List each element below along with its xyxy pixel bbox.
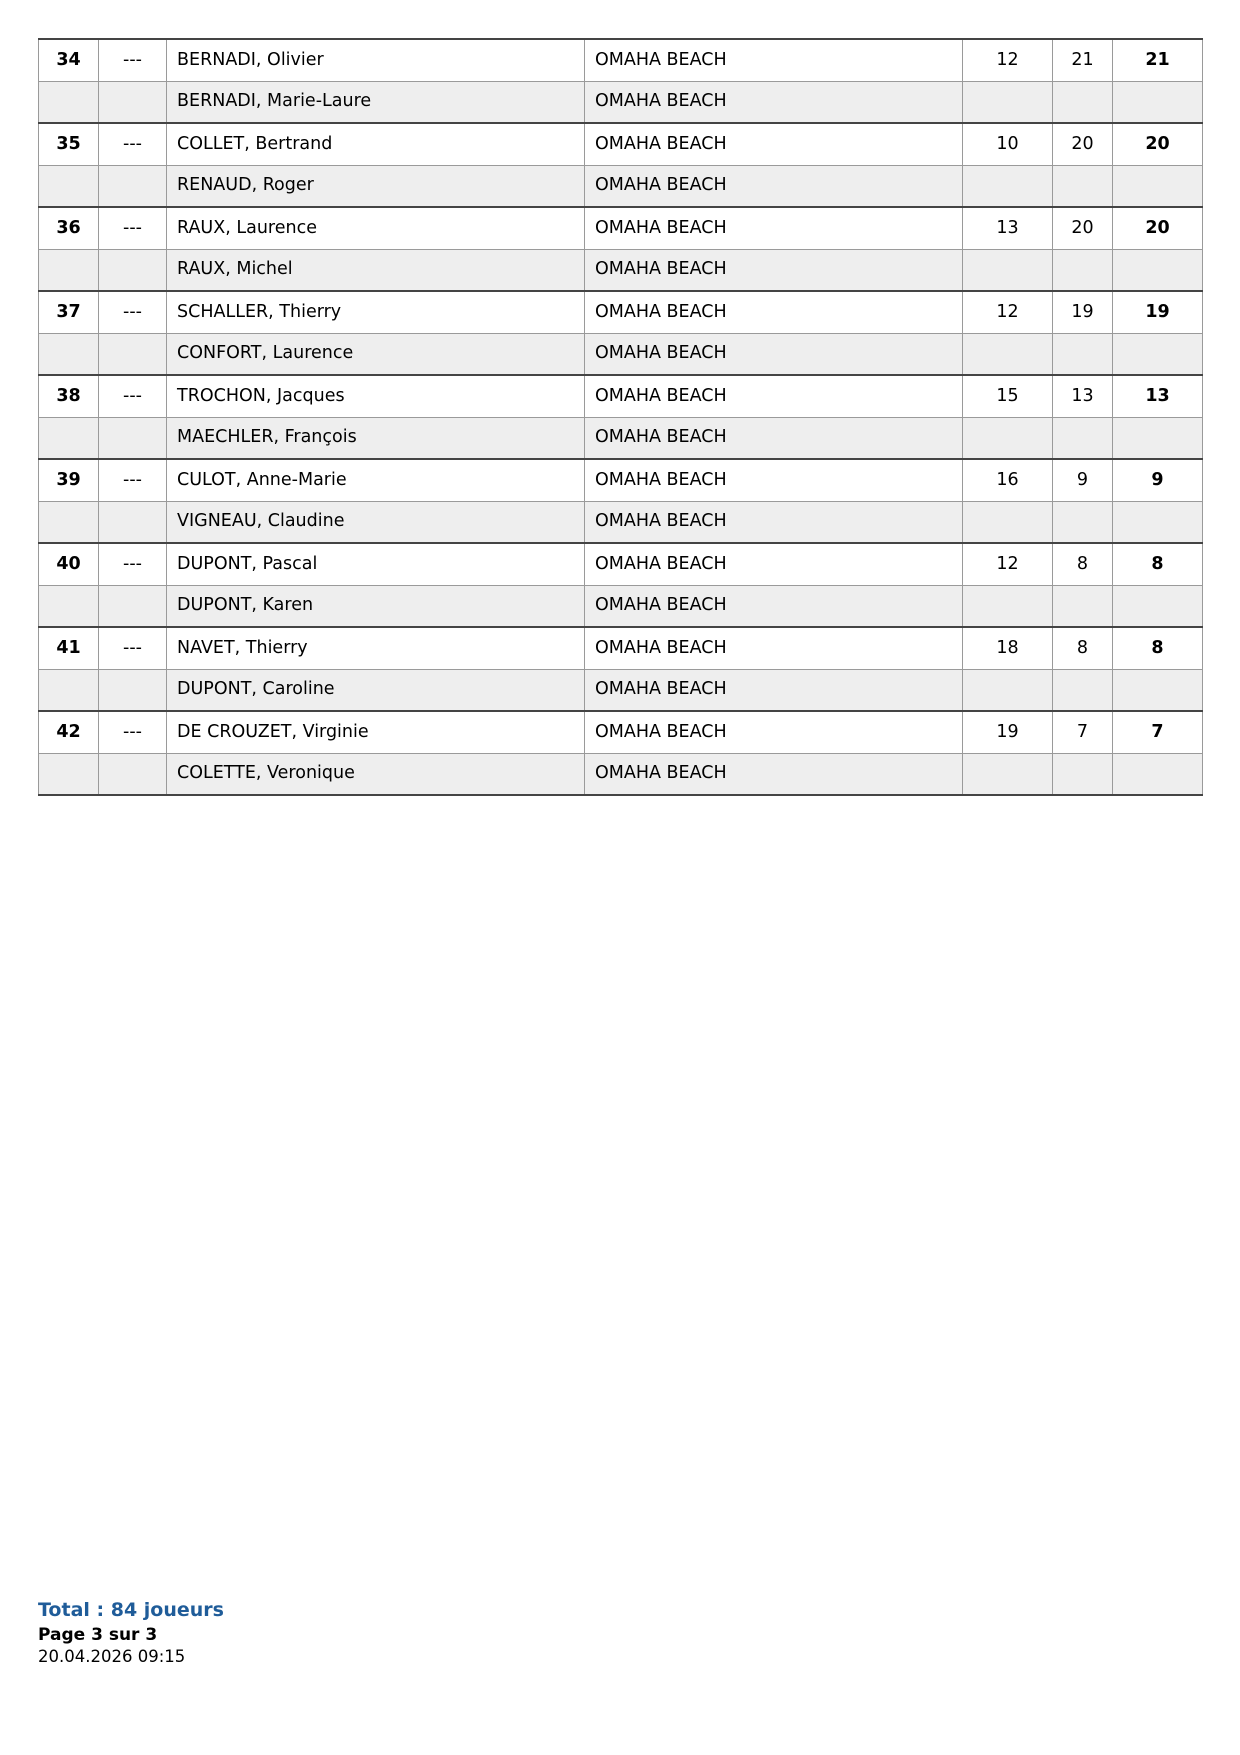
table-row — [39, 711, 1203, 753]
rank-cell-empty — [39, 417, 99, 459]
handicap-cell: 12 — [963, 543, 1053, 585]
points-cell: 9 — [1053, 459, 1113, 501]
club-cell: OMAHA BEACH — [585, 249, 963, 291]
rank-cell: 38 — [39, 375, 99, 417]
player-name-cell: DUPONT, Pascal — [167, 543, 585, 585]
club-cell: OMAHA BEACH — [585, 39, 963, 81]
dash-cell: --- — [99, 291, 167, 333]
table-row — [39, 249, 1203, 291]
dash-cell: --- — [99, 627, 167, 669]
results-table — [38, 38, 1203, 796]
table-row — [39, 753, 1203, 795]
rank-cell-empty — [39, 753, 99, 795]
player-name-cell: SCHALLER, Thierry — [167, 291, 585, 333]
points-cell: 8 — [1053, 627, 1113, 669]
results-table-body — [39, 39, 1203, 795]
points-cell: 20 — [1053, 123, 1113, 165]
total-cell-empty — [1113, 333, 1203, 375]
points-cell-empty — [1053, 165, 1113, 207]
dash-cell-empty — [99, 585, 167, 627]
total-cell: 8 — [1113, 627, 1203, 669]
dash-cell-empty — [99, 249, 167, 291]
dash-cell-empty — [99, 333, 167, 375]
club-cell: OMAHA BEACH — [585, 291, 963, 333]
handicap-cell: 13 — [963, 207, 1053, 249]
total-cell: 8 — [1113, 543, 1203, 585]
dash-cell: --- — [99, 39, 167, 81]
rank-cell: 36 — [39, 207, 99, 249]
club-cell: OMAHA BEACH — [585, 375, 963, 417]
rank-cell: 37 — [39, 291, 99, 333]
rank-cell-empty — [39, 501, 99, 543]
dash-cell-empty — [99, 501, 167, 543]
dash-cell-empty — [99, 81, 167, 123]
points-cell: 13 — [1053, 375, 1113, 417]
club-cell: OMAHA BEACH — [585, 669, 963, 711]
page-number-label: Page 3 sur 3 — [38, 1624, 158, 1645]
total-cell-empty — [1113, 669, 1203, 711]
player-name-cell: DUPONT, Karen — [167, 585, 585, 627]
total-cell: 19 — [1113, 291, 1203, 333]
table-row — [39, 123, 1203, 165]
player-name-cell: CULOT, Anne-Marie — [167, 459, 585, 501]
dash-cell: --- — [99, 375, 167, 417]
total-cell: 7 — [1113, 711, 1203, 753]
table-row — [39, 459, 1203, 501]
player-name-cell: BERNADI, Marie-Laure — [167, 81, 585, 123]
player-name-cell: COLLET, Bertrand — [167, 123, 585, 165]
table-row — [39, 375, 1203, 417]
table-row — [39, 627, 1203, 669]
points-cell-empty — [1053, 585, 1113, 627]
player-name-cell: VIGNEAU, Claudine — [167, 501, 585, 543]
points-cell: 21 — [1053, 39, 1113, 81]
rank-cell-empty — [39, 165, 99, 207]
handicap-cell-empty — [963, 501, 1053, 543]
handicap-cell-empty — [963, 669, 1053, 711]
rank-cell: 34 — [39, 39, 99, 81]
handicap-cell: 12 — [963, 39, 1053, 81]
dash-cell: --- — [99, 459, 167, 501]
total-cell-empty — [1113, 753, 1203, 795]
rank-cell-empty — [39, 669, 99, 711]
dash-cell: --- — [99, 711, 167, 753]
club-cell: OMAHA BEACH — [585, 753, 963, 795]
points-cell-empty — [1053, 753, 1113, 795]
club-cell: OMAHA BEACH — [585, 81, 963, 123]
club-cell: OMAHA BEACH — [585, 543, 963, 585]
handicap-cell-empty — [963, 165, 1053, 207]
points-cell-empty — [1053, 333, 1113, 375]
dash-cell-empty — [99, 417, 167, 459]
handicap-cell: 15 — [963, 375, 1053, 417]
dash-cell: --- — [99, 123, 167, 165]
club-cell: OMAHA BEACH — [585, 501, 963, 543]
table-row — [39, 81, 1203, 123]
handicap-cell: 16 — [963, 459, 1053, 501]
total-cell: 13 — [1113, 375, 1203, 417]
total-cell: 20 — [1113, 207, 1203, 249]
rank-cell: 42 — [39, 711, 99, 753]
points-cell-empty — [1053, 81, 1113, 123]
page-footer — [38, 1598, 1038, 1667]
handicap-cell-empty — [963, 81, 1053, 123]
player-name-cell: RENAUD, Roger — [167, 165, 585, 207]
handicap-cell: 12 — [963, 291, 1053, 333]
points-cell: 20 — [1053, 207, 1113, 249]
player-name-cell: COLETTE, Veronique — [167, 753, 585, 795]
player-name-cell: DE CROUZET, Virginie — [167, 711, 585, 753]
rank-cell: 39 — [39, 459, 99, 501]
points-cell-empty — [1053, 417, 1113, 459]
dash-cell: --- — [99, 207, 167, 249]
player-name-cell: RAUX, Laurence — [167, 207, 585, 249]
total-players-label: Total : 84 joueurs — [38, 1599, 224, 1621]
table-row — [39, 165, 1203, 207]
rank-cell: 40 — [39, 543, 99, 585]
player-name-cell: CONFORT, Laurence — [167, 333, 585, 375]
total-cell-empty — [1113, 417, 1203, 459]
points-cell: 19 — [1053, 291, 1113, 333]
dash-cell-empty — [99, 669, 167, 711]
table-row — [39, 543, 1203, 585]
rank-cell-empty — [39, 81, 99, 123]
total-cell: 9 — [1113, 459, 1203, 501]
total-cell-empty — [1113, 81, 1203, 123]
rank-cell-empty — [39, 585, 99, 627]
club-cell: OMAHA BEACH — [585, 207, 963, 249]
table-row — [39, 207, 1203, 249]
player-name-cell: RAUX, Michel — [167, 249, 585, 291]
total-cell-empty — [1113, 501, 1203, 543]
print-timestamp: 20.04.2026 09:15 — [38, 1646, 186, 1666]
dash-cell-empty — [99, 753, 167, 795]
points-cell-empty — [1053, 249, 1113, 291]
player-name-cell: NAVET, Thierry — [167, 627, 585, 669]
club-cell: OMAHA BEACH — [585, 333, 963, 375]
handicap-cell: 18 — [963, 627, 1053, 669]
club-cell: OMAHA BEACH — [585, 417, 963, 459]
table-row — [39, 39, 1203, 81]
table-row — [39, 585, 1203, 627]
club-cell: OMAHA BEACH — [585, 627, 963, 669]
table-row — [39, 417, 1203, 459]
total-cell: 21 — [1113, 39, 1203, 81]
handicap-cell-empty — [963, 585, 1053, 627]
player-name-cell: BERNADI, Olivier — [167, 39, 585, 81]
points-cell: 8 — [1053, 543, 1113, 585]
points-cell: 7 — [1053, 711, 1113, 753]
points-cell-empty — [1053, 669, 1113, 711]
rank-cell-empty — [39, 249, 99, 291]
club-cell: OMAHA BEACH — [585, 585, 963, 627]
total-cell-empty — [1113, 165, 1203, 207]
handicap-cell-empty — [963, 333, 1053, 375]
player-name-cell: MAECHLER, François — [167, 417, 585, 459]
rank-cell: 41 — [39, 627, 99, 669]
handicap-cell: 10 — [963, 123, 1053, 165]
dash-cell: --- — [99, 543, 167, 585]
total-cell-empty — [1113, 585, 1203, 627]
handicap-cell: 19 — [963, 711, 1053, 753]
total-cell-empty — [1113, 249, 1203, 291]
table-row — [39, 333, 1203, 375]
table-row — [39, 501, 1203, 543]
player-name-cell: TROCHON, Jacques — [167, 375, 585, 417]
total-cell: 20 — [1113, 123, 1203, 165]
handicap-cell-empty — [963, 249, 1053, 291]
table-row — [39, 669, 1203, 711]
club-cell: OMAHA BEACH — [585, 165, 963, 207]
club-cell: OMAHA BEACH — [585, 123, 963, 165]
player-name-cell: DUPONT, Caroline — [167, 669, 585, 711]
rank-cell: 35 — [39, 123, 99, 165]
club-cell: OMAHA BEACH — [585, 711, 963, 753]
points-cell-empty — [1053, 501, 1113, 543]
table-row — [39, 291, 1203, 333]
handicap-cell-empty — [963, 417, 1053, 459]
handicap-cell-empty — [963, 753, 1053, 795]
club-cell: OMAHA BEACH — [585, 459, 963, 501]
dash-cell-empty — [99, 165, 167, 207]
rank-cell-empty — [39, 333, 99, 375]
